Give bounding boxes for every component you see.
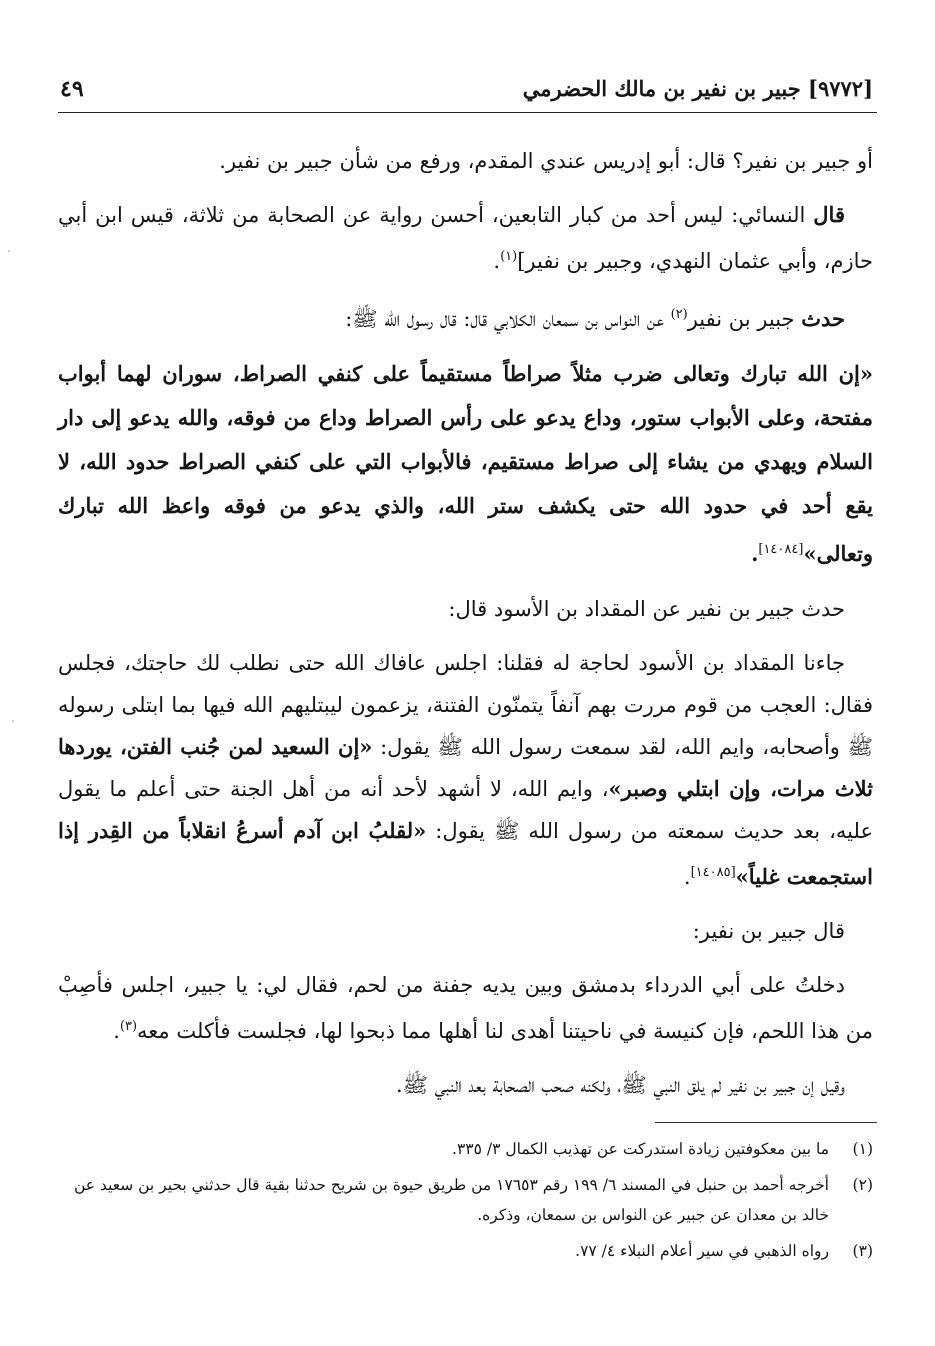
- running-title: [٩٧٧٢] جبير بن نفير بن مالك الحضرمي: [522, 76, 873, 101]
- paragraph-end: .: [493, 249, 501, 273]
- paragraph-text: جبير بن نفير: [687, 307, 802, 331]
- scan-speck: [12, 720, 14, 722]
- footnote-2: [58, 1170, 873, 1230]
- hadith-text: «إن الله تبارك وتعالى ضرب مثلاً صراطاً مستقيماً على كنفي الصراط، سوران لهما أبواب مفتحة، وعلى الأبواب ستور، وداع يدعو على رأس الصراط وداع من فوقه، والله يدعو إلى دار السلام ويهدي من يشاء إلى صراط مستقيم، فالأبواب التي على كنفي الصراط حدود الله، لا يقع أحد في حدود الله حتى يكشف ستر الله، والذي يدعو من فوقه واعظ الله تبارك وتعالى»: [58, 361, 873, 566]
- paragraph-end: .: [751, 541, 759, 566]
- paragraph-end: .: [113, 1019, 120, 1043]
- paragraph-text: النسائي: ليس أحد من كبار التابعين، أحسن رواية عن الصحابة من ثلاثة، قيس ابن أبي حازم، وأبي عثمان النهدي، وجبير بن نفير]: [58, 203, 873, 273]
- hadith-paragraph: [58, 352, 873, 576]
- footnote-text: رواه الذهبي في سير أعلام النبلاء ٤/ ٧٧.: [575, 1242, 829, 1260]
- page-header: [58, 76, 877, 110]
- paragraph-9: [58, 1064, 873, 1106]
- paragraph-1: [58, 140, 873, 182]
- footnote-ref-3[interactable]: (٣): [119, 1019, 138, 1034]
- page-number: ٤٩: [60, 76, 84, 102]
- paragraph-text: عن النواس بن سمعان الكلابي قال: قال رسول الله ﷺ:: [345, 307, 671, 331]
- footnote-number: (١): [852, 1140, 873, 1158]
- footnotes: [58, 1134, 873, 1272]
- footnote-ref-1[interactable]: (١): [500, 249, 518, 264]
- scan-speck: [8, 250, 10, 252]
- paragraph-8: [58, 964, 873, 1052]
- paragraph-text: دخلتُ على أبي الدرداء بدمشق وبين يديه جفنة من لحم، فقال لي: يا جبير، اجلس فأصِبْ من هذا اللحم، فإن كنيسة في ناحيتنا أهدى لنا أهلها مما ذبحوا لها، فجلست فأكلت معه: [58, 973, 873, 1043]
- paragraph-end: .: [683, 865, 691, 889]
- footnote-number: (٣): [852, 1242, 873, 1260]
- hadith-number-ref: [١٤٠٨٥]: [690, 865, 736, 880]
- footnote-1: [58, 1134, 873, 1164]
- paragraph-text: جاءنا المقداد بن الأسود لحاجة له فقلنا: اجلس عافاك الله حتى نطلب لك حاجتك، فجلس فقال: العجب من قوم مررت بهم آنفاً يتمنّون الفتنة، يزعمون ليبتليهم الله فيها بما ابتلى رسوله ﷺ وأصحابه، وايم الله، لقد سمعت رسول الله ﷺ يقول:: [58, 651, 873, 759]
- paragraph-text: قال جبير بن نفير:: [692, 919, 845, 943]
- paragraph-2: [58, 194, 873, 282]
- hadith-quote-2: «لقلبُ ابن آدم أسرعُ انقلاباً من القِدر إذا استجمعت غلياً»: [58, 818, 873, 889]
- hadith-quote-1: «إن السعيد لمن جُنب الفتن، يوردها ثلاث مرات، وإن ابتلي وصبر»: [58, 734, 873, 801]
- footnote-text: ما بين معكوفتين زيادة استدركت عن تهذيب الكمال ٣/ ٣٣٥.: [452, 1140, 829, 1158]
- footnote-text: أخرجه أحمد بن حنبل في المسند ٦/ ١٩٩ رقم ١٧٦٥٣ من طريق حيوة بن شريح حدثنا بقية قال حدثني بحير بن سعيد عن خالد بن معدان عن جبير عن النواس بن سمعان، وذكره.: [73, 1176, 829, 1224]
- lead-word: قال: [813, 202, 845, 227]
- header-rule: [58, 112, 877, 113]
- footnote-number: (٢): [852, 1176, 873, 1194]
- lead-word: حدث: [801, 306, 845, 331]
- paragraph-3: [58, 294, 873, 340]
- paragraph-text: ، وايم الله، لا أشهد لأحد أنه من أهل الجنة حتى أعلم ما يقول عليه، بعد حديث سمعته من رسول الله ﷺ يقول:: [58, 777, 873, 843]
- main-text: [58, 140, 873, 1118]
- paragraph-text: وقيل إن جبير بن نفير لم يلق النبي ﷺ، ولكنه صحب الصحابة بعد النبي ﷺ.: [395, 1073, 845, 1097]
- footnote-3: [58, 1236, 873, 1266]
- hadith-number-ref: [١٤٠٨٤]: [758, 542, 804, 557]
- paragraph-6: [58, 642, 873, 898]
- paragraph-7: [58, 910, 873, 952]
- paragraph-text: حدث جبير بن نفير عن المقداد بن الأسود قال:: [448, 597, 845, 621]
- paragraph-text: أو جبير بن نفير؟ قال: أبو إدريس عندي المقدم، ورفع من شأن جبير بن نفير.: [219, 149, 873, 173]
- paragraph-5: [58, 588, 873, 630]
- footnote-rule: [655, 1122, 877, 1123]
- footnote-ref-2[interactable]: (٢): [670, 307, 688, 322]
